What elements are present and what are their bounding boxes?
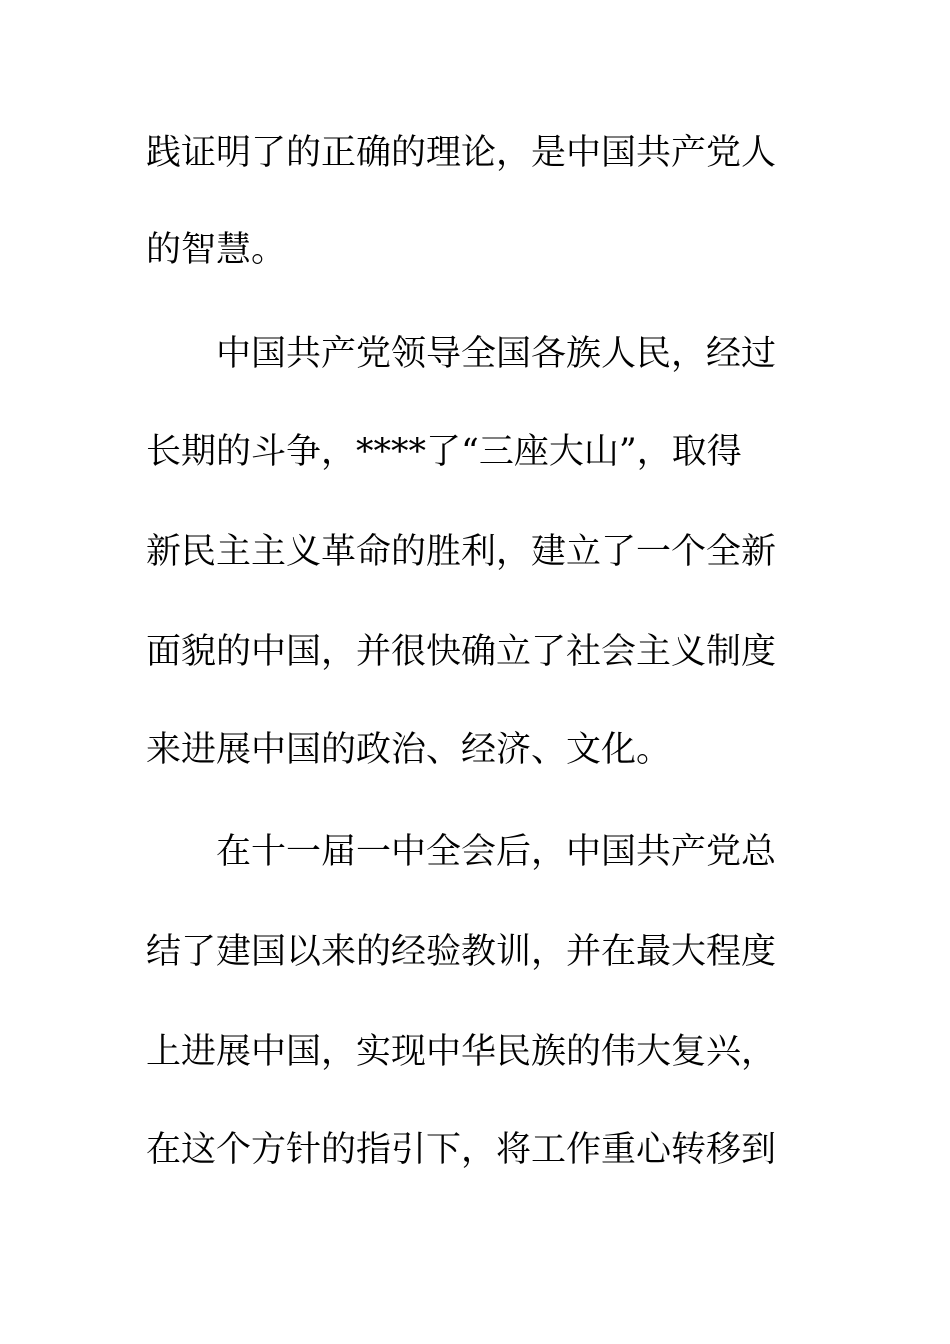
paragraph-3-line-1: 在十一届一中全会后，中国共产党总 xyxy=(216,832,777,872)
paragraph-3-line-4: 在这个方针的指引下，将工作重心转移到 xyxy=(146,1130,777,1170)
paragraph-2-line-2: 长期的斗争，****了“三座大山”，取得 xyxy=(146,432,742,472)
paragraph-2-line-5: 来进展中国的政治、经济、文化。 xyxy=(146,730,672,770)
paragraph-3-line-2: 结了建国以来的经验教训，并在最大程度 xyxy=(146,932,777,972)
paragraph-2-line-1: 中国共产党领导全国各族人民，经过 xyxy=(216,334,777,374)
paragraph-1-line-1: 践证明了的正确的理论，是中国共产党人 xyxy=(146,133,777,173)
paragraph-1-line-2: 的智慧。 xyxy=(146,230,287,270)
paragraph-2-line-4: 面貌的中国，并很快确立了社会主义制度 xyxy=(146,632,777,672)
paragraph-2-line-3: 新民主主义革命的胜利，建立了一个全新 xyxy=(146,532,777,572)
paragraph-3-line-3: 上进展中国，实现中华民族的伟大复兴， xyxy=(146,1032,777,1072)
